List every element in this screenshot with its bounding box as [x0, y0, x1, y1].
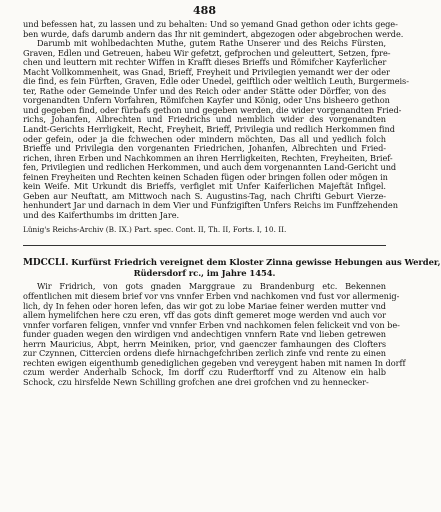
text-line: kein Weife. Mit Urkundt dis Brieffs, verfiglet mit Unfer Kaiferlichen Majeftät Infigel.: [23, 181, 386, 192]
text-line: vnnfer vorfaren feligen, vnnfer vnd vnnfer Erben vnd nachkomen felen felickeit vnd von be-: [23, 319, 400, 330]
text-line: funder guaden wegen den wirdigen vnd andechtigen vnnfern Rate vnd lieben getrewen: [23, 329, 386, 340]
text-line: herrn Mauricius, Abpt, herrn Meiniken, prior, vnd gaenczer famhaungen des Clofters: [23, 338, 386, 349]
text-line: richs, Johanfen, Albrechten und Friedrichs und nemblich wider des vorgenandten: [23, 114, 386, 125]
text-line: Graven, Edlen und Getreuen, habeu Wir gefetzt, gefprochen und geleuttert, Setzen, fpre-: [23, 47, 391, 58]
text-line: Brieffe und Privilegia den vorgenanten Friedrichen, Johanfen, Albrechten und Fried-: [23, 143, 386, 154]
text-line: fen, Privilegien und redlichen Herkommen, und auch dem vorgenannten Land-Gericht und: [23, 162, 397, 173]
text-line: und befessen hat, zu lassen und zu behalten: Und so yemand Gnad gethon oder ichts gege-: [23, 19, 398, 29]
text-line: Wir Fridrich, von gots gnaden Marggraue zu Brandenburg etc. Bekennen: [37, 281, 386, 292]
heading-line-1: [23, 257, 441, 269]
text-line: Darumb mit wohlbedachten Muthe, gutem Rathe Unserer und des Reichs Fürsten,: [37, 38, 386, 49]
text-line: und gegeben find, oder fürbafs gethon und gegeben werden, die wider vorgenandten Fried-: [23, 104, 402, 115]
section-divider: [23, 245, 386, 246]
document-heading: [23, 257, 441, 279]
source-citation: Lünig's Reichs-Archiv (B. IX.) Part. spec. Cont. II, Th. II, Forts. I, 10. II.: [23, 225, 287, 235]
document-number: MDCCLI.: [23, 258, 69, 269]
charter-text-section: [23, 19, 409, 220]
heading-line-2: Rüdersdorf rc., im Jahre 1454.: [133, 268, 276, 279]
deed-text-section: [23, 281, 406, 387]
text-line: offentlichen mit diesem brief vor vns vnnfer Erben vnd nachkomen vnd fust vor allermenig-: [23, 291, 400, 302]
text-line: chen und leuttern mit rechter Wiffen in Krafft dieses Brieffs und Römifcher Kayferlicher: [23, 57, 387, 68]
text-line: oder gefein, oder ja die fchwechen oder mindern möchten, Das all und yedlich folch: [23, 133, 386, 144]
text-line: vorgenandten Unfern Vorfahren, Römifchen Kayfer und König, oder Uns bisheero gethon: [23, 95, 390, 106]
text-line: die find, es fein Fürften, Graven, Edle oder Unedel, geiftlich oder weltlich Leuth, Burgermeis-: [23, 76, 409, 87]
text-line: zur Czynnen, Cittercien ordens diefe hirnachgefchriben zerlich zinfe vnd rente zu einen: [23, 348, 386, 359]
page-number: 488: [193, 4, 216, 17]
text-line: ter, Rathe oder Gemeinde Unfer und des Reich oder ander Stätte oder Dörffer, von des: [23, 85, 386, 96]
text-line: feinen Freyheiten und Rechten keinen Schaden fügen oder bringen follen oder mögen in: [23, 171, 388, 182]
text-line: allem hymelifchen here czu eren, vff das gots dinft gemeret moge werden vnd auch vor: [23, 310, 386, 321]
text-line: Macht Vollkommenheit, was Gnad, Brieff, Freyheit und Privilegien yemandt wer der oder: [23, 66, 390, 77]
text-line: und des Kaiferthumbs im dritten Jare.: [23, 209, 180, 220]
text-line: ben wurde, dafs darumb andern das Ihr nit gemindert, abgezogen oder abgebrochen werde.: [23, 28, 404, 39]
text-line: Geben aur Neuftatt, am Mittwoch nach S. Augustins-Tag, nach Chrifti Geburt Vierze-: [23, 190, 386, 201]
text-line: lich, dy In fehen oder horen lefen, das wir got zu lobe Mariae feiner werden mutter vnd: [23, 300, 386, 311]
text-line: henhundert Jar und darnach in dem Vier und Funfzigiften Unfers Reichs im Funffzehenden: [23, 200, 398, 211]
text-line: czum werder Anderhalb Schock, Im dorff czu Ruderftorff vnd zu Altenow ein halb: [23, 367, 386, 378]
text-line: richen, ihren Erben und Nachkommen an ihren Herrligkeiten, Rechten, Freyheiten, Brief-: [23, 152, 393, 163]
text-line: Schock, czu hirsfelde Newn Schilling grofchen ane drei grofchen vnd zu hennecker-: [23, 376, 369, 387]
text-line: Landt-Gerichts Herrligkeit, Recht, Freyheit, Brieff, Privilegia und redlich Herkommen find: [23, 124, 395, 135]
heading-title: Kurfürst Friedrich vereignet dem Kloster Zinna gewisse Hebungen aus Werder,: [71, 257, 441, 268]
text-line: rechten ewigen eigenthumb genediglichen gegeben vnd vereygent haben mit namen In dorff: [23, 357, 406, 368]
